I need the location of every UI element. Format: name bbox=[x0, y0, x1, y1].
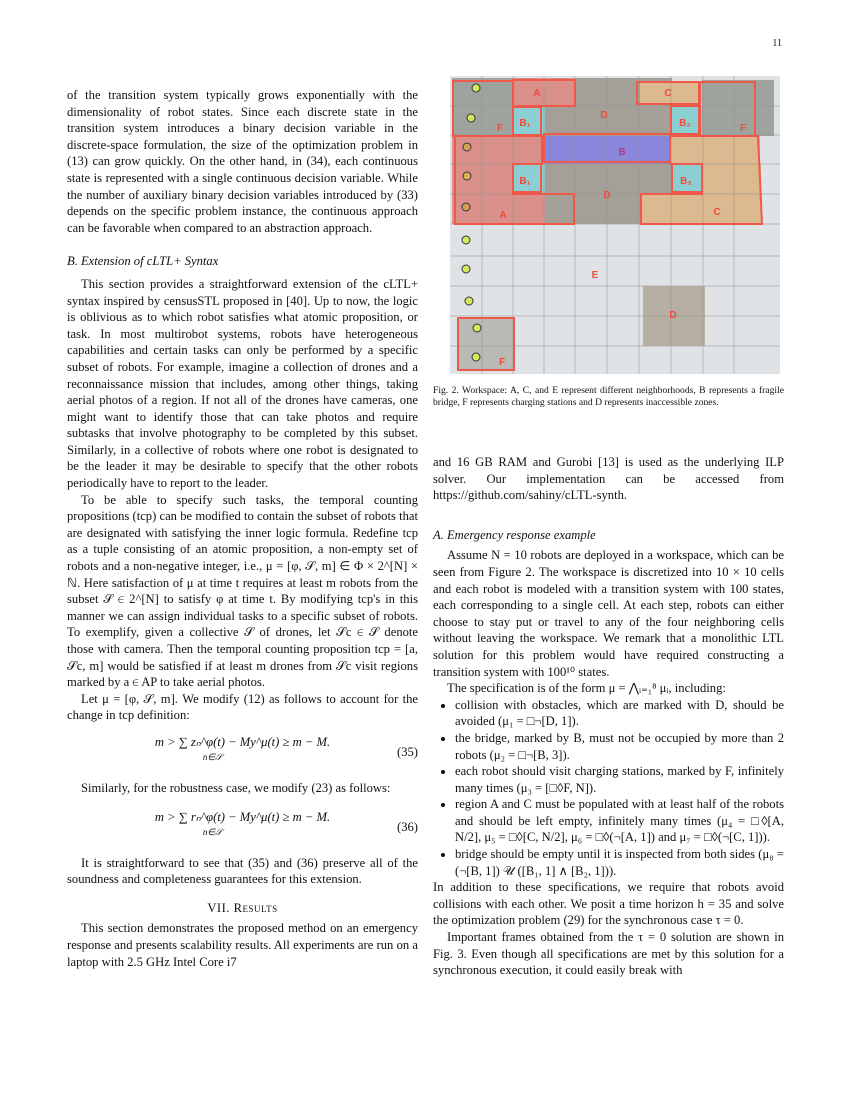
section-heading-b: B. Extension of cLTL+ Syntax bbox=[67, 254, 219, 269]
region-label: F bbox=[496, 123, 504, 134]
list-item: • collision with obstacles, which are marked with D, should be avoided (μ₁ = □¬[D, 1]). bbox=[455, 697, 784, 730]
region-label: B₂ bbox=[680, 176, 692, 187]
equation-number: (35) bbox=[397, 744, 418, 759]
page-number: 11 bbox=[772, 38, 782, 49]
paragraph: The specification is of the form μ = ⋀ᵢ₌₁⁸ μᵢ, including: bbox=[447, 681, 726, 696]
region-label: F bbox=[739, 123, 747, 134]
equation-subscript: n∈𝒮 bbox=[202, 751, 223, 762]
equation-body: m > ∑ zₙ^φ(t) − My^μ(t) ≥ m − M. bbox=[154, 734, 331, 749]
region-label: B₂ bbox=[679, 118, 691, 129]
paragraph: Let μ = [φ, 𝒮, m]. We modify (12) as follows to account for the change in tcp definition: bbox=[67, 691, 418, 723]
paragraph: In addition to these specifications, we require that robots avoid collisions with each other. We posit a time horizon h = 35 and solve the optimization problem (29) for the synchronous case τ = 0. bbox=[433, 880, 784, 928]
region-label: A bbox=[533, 88, 541, 99]
section-heading-results: VII. Results bbox=[207, 900, 278, 915]
equation-subscript: n∈𝒮 bbox=[202, 826, 223, 837]
equation-body: m > ∑ rₙ^φ(t) − My^μ(t) ≥ m − M. bbox=[154, 809, 331, 824]
section-heading-a: A. Emergency response example bbox=[433, 527, 596, 542]
list-item: • region A and C must be populated with at least half of the robots and should be left empty, infinitely many times (μ₄ = □◊[A, N/2], μ₅ = □◊[C, N/2], μ₆ = □◊(¬[A, 1]) and μ₇ = □◊(¬[C, 1])). bbox=[455, 796, 784, 846]
region-label: B₁ bbox=[519, 176, 531, 187]
region-label: C bbox=[713, 207, 721, 218]
paragraph: It is straightforward to see that (35) and (36) preserve all of the soundness and completeness guarantees for this extension. bbox=[67, 855, 418, 887]
specification-list bbox=[433, 697, 784, 880]
region-label: E bbox=[591, 270, 599, 281]
paragraph: Assume N = 10 robots are deployed in a workspace, which can be seen from Figure 2. The workspace is discretized into 10 × 10 cells and each robot is modeled with a transition system with 100 states, each corresponding to a single cell. At each step, robots can either choose to stay put or travel to any of the four neighboring cells without leaving the workspace. We remark that a monolithic LTL solution for this problem would have required constructing a transition system with 100¹⁰ states. bbox=[433, 548, 784, 679]
figure-caption: Fig. 2. Workspace: A, C, and E represent different neighborhoods, B represents a fragile bridge, F represents charging stations and D represents inaccessible zones. bbox=[433, 385, 784, 408]
paragraph: This section provides a straightforward extension of the cLTL+ syntax inspired by censusSTL proposed in [40]. Up to now, the logic is oblivious as to which robot satisfies what atomic proposition, or task. In most multirobot systems, robots have heterogeneous capabilities and certain tasks can only be performed by a specific subset of robots. For example, imagine a collection of drones and a reconnaissance mission that includes, among other things, taking aerial photos of a region. If not all of the drones have cameras, one might want to identify those that can take photos and require subtasks that involve photography to be completed by this subset. Similarly, in a collective of robots where one robot is designated to be the leader it may be desirable to specify that the other robots periodically have to report to the leader. bbox=[67, 276, 418, 491]
list-item: • the bridge, marked by B, must not be occupied by more than 2 robots (μ₂ = □¬[B, 3]). bbox=[455, 730, 784, 763]
paragraph: and 16 GB RAM and Gurobi [13] is used as the underlying ILP solver. Our implementation can be accessed from https://github.com/sahiny/cLTL-synth. bbox=[433, 455, 784, 503]
paragraph: Important frames obtained from the τ = 0 solution are shown in Fig. 3. Even though all specifications are met by this solution for a synchronous execution, it could easily break with bbox=[433, 930, 784, 978]
right-column bbox=[433, 454, 784, 979]
equation-number: (36) bbox=[397, 819, 418, 834]
paragraph: To be able to specify such tasks, the temporal counting propositions (tcp) can be modified to contain the subset of robots that are designated with satisfying the inner logic formula. Redefine tcp as a tuple consisting of an atomic proposition, a non-empty set of robots and a non-negative integer, i.e., μ = [φ, 𝒮, m] ∈ Φ × 2^[N] × ℕ. Here satisfaction of μ at time t requires at least m robots from the subset 𝒮 ∈ 2^[N] to satisfy φ at time t. By modifying tcp's in this manner we can assign individual tasks to a specific subset of robots. To exemplify, given a collective 𝒮 of drones, let 𝒮c ∈ 𝒮 denote those with camera. Then the temporal counting proposition tcp = [a, 𝒮c, m] would be satisfied if at least m drones from 𝒮c visit regions marked by a ∈ AP to take aerial photos. bbox=[67, 492, 418, 690]
region-label: A bbox=[499, 210, 507, 221]
left-column bbox=[67, 87, 418, 970]
region-label: D bbox=[600, 110, 608, 121]
workspace-figure bbox=[450, 76, 780, 374]
paragraph: Similarly, for the robustness case, we modify (23) as follows: bbox=[81, 780, 391, 795]
equation-35 bbox=[67, 732, 418, 774]
region-label: F bbox=[498, 357, 506, 368]
workspace-grid bbox=[450, 76, 780, 374]
paragraph: This section demonstrates the proposed method on an emergency response and presents scalability results. All experiments are run on a laptop with 2.5 GHz Intel Core i7 bbox=[67, 921, 418, 969]
region-label: B bbox=[618, 147, 626, 158]
region-label: D bbox=[603, 190, 611, 201]
region-label: C bbox=[664, 88, 672, 99]
region-label: B₁ bbox=[519, 118, 531, 129]
paragraph: of the transition system typically grows exponentially with the dimensionality of robot states. Since each discrete state in the transition system introduces a binary decision variable in the discrete-space formulation, the size of the optimization problem in (13) can grow quickly. On the other hand, in (34), each continuous state is represented with a single continuous decision variable. While the number of auxiliary binary decision variables introduced by (33) depends on the specific problem instance, the continuous approach can be favorable when compared to an abstraction approach. bbox=[67, 88, 418, 235]
list-item: • bridge should be empty until it is inspected from both sides (μ₈ = (¬[B, 1]) 𝒰 ([B₁, 1] ∧ [B₂, 1])). bbox=[455, 846, 784, 879]
list-item: • each robot should visit charging stations, marked by F, infinitely many times (μ₃ = [□◊F, N]). bbox=[455, 763, 784, 796]
region-label: D bbox=[669, 310, 677, 321]
equation-36 bbox=[67, 807, 418, 849]
